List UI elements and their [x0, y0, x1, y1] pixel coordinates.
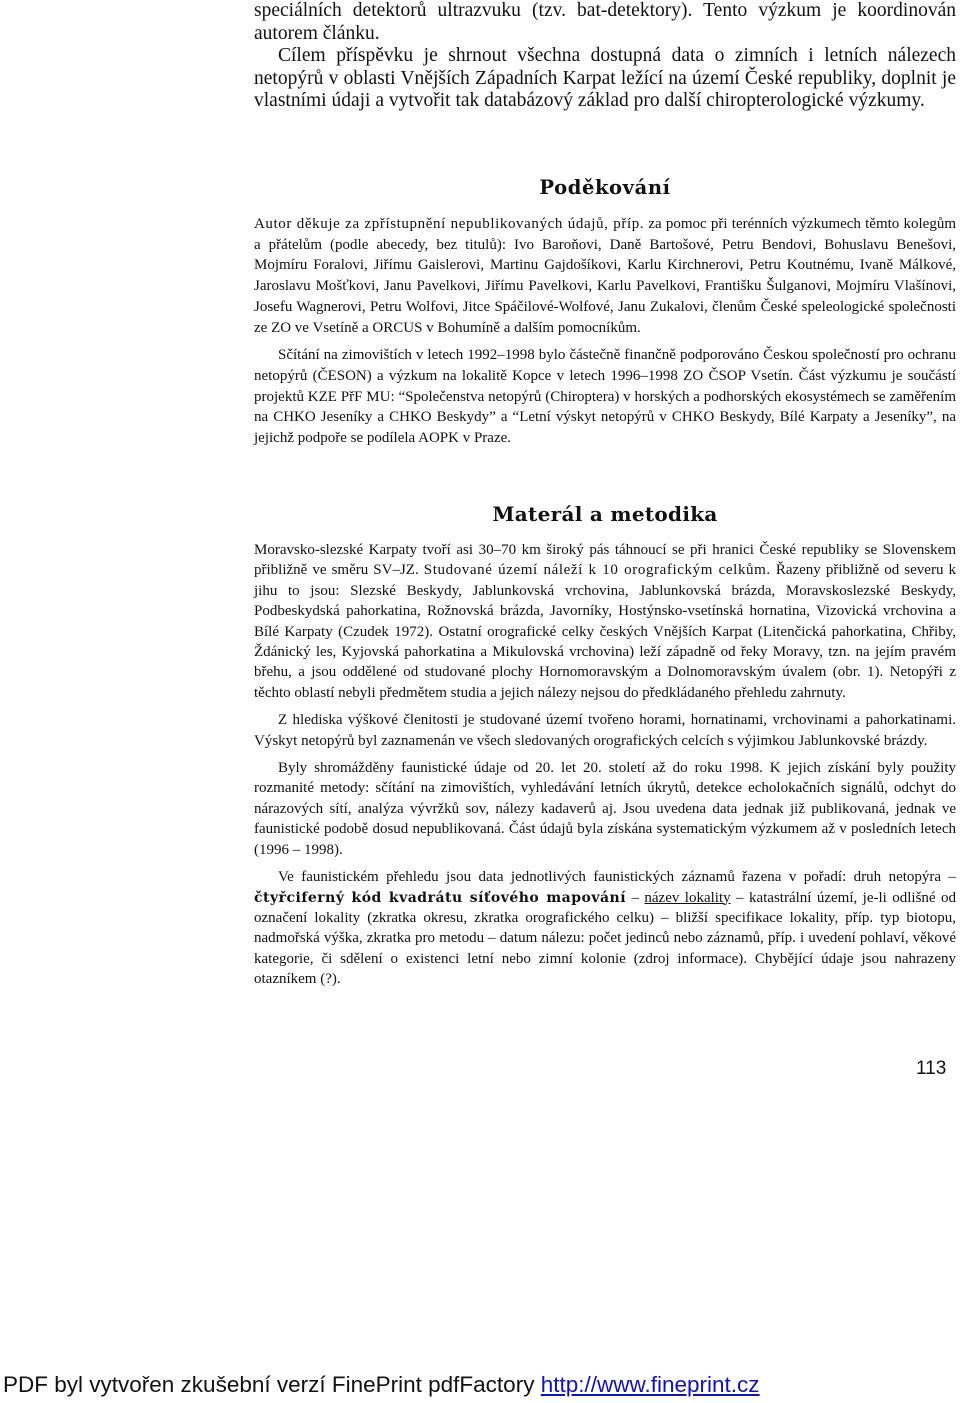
intro-section: [254, 0, 956, 113]
methods-heading: Materál a metodika: [492, 502, 718, 526]
methods-p1-spaced: Studované území náleží k 10 orografickým celkům.: [423, 562, 771, 579]
methods-paragraph-3: Byly shromážděny faunistické údaje od 20. let 20. století až do roku 1998. K jejich získání byly použity rozmanité metody: sčítání na zimovištích, vyhledávání letních úkrytů, detekce echolokačních signálů, odchyt do nárazových sítí, analýza vývržků sov, nálezy kadaverů aj. Jsou uvedena data jednak již publikovaná, jednak ve faunistické podobě dosud nepublikovaná. Část údajů byla získána systematickým výzkumem až v posledních letech (1996 – 1998).: [254, 760, 956, 858]
footer-link[interactable]: http://www.fineprint.cz: [540, 1372, 760, 1397]
methods-paragraph-1: [254, 540, 956, 703]
page-number: 113: [916, 1058, 947, 1079]
pdf-footer: [3, 1372, 760, 1398]
methods-p4-rest: – katastrální území, je-li odlišné od označení lokality (zkratka okresu, zkratka orografického celku) – bližší specifikace lokality, příp. typ biotopu, nadmořská výška, zkratka pro metodu – datum nálezu: počet jedinců nebo záznamů, příp. i uvedení pohlaví, věkové kategorie, či sdělení o existenci letní nebo zimní kolonie (zdroj informace). Chybějící údaje jsou nahrazeny otazníkem (?).: [254, 889, 957, 988]
acknowledgements-heading: Poděkování: [539, 176, 671, 199]
intro-aim-paragraph: Cílem příspěvku je shrnout všechna dostupná data o zimních i letních nálezech netopýrů v oblasti Vnějších Západních Karpat ležící na území České republiky, doplnit je vlastními údaji a vytvořit tak databázový základ pro další chiropterologické výzkumy.: [254, 45, 956, 111]
locality-name-term: název lokality: [644, 889, 731, 906]
ack-names-text: za pomoc při terénních výzkumech těmto kolegům a přátelům (podle abecedy, bez titulů): Ivo Baroňovi, Daně Bartošové, Petru Bendovi, Bohuslavu Benešovi, Mojmíru Foralovi, Jiřímu Gaislerovi, Martinu Gajdošíkovi, Karlu Kirchnerovi, Petru Koutnému, Ivaně Málkové, Jaroslavu Mošťkovi, Janu Pavelkovi, Jiřímu Pavelkovi, Karlu Pavelkovi, Františku Šulganovi, Mojmíru Vlašínovi, Josefu Wagnerovi, Petru Wolfovi, Jitce Spáčilové-Wolfové, Janu Zukalovi, členům České speleologické společnosti ze ZO ve Vsetíně a ORCUS v Bohumíně a dalším pomocníkům.: [254, 216, 956, 336]
ack-lead-text: Autor děkuje za zpřístupnění nepublikovaných údajů, příp.: [254, 216, 645, 232]
methods-section: [254, 540, 956, 990]
methods-p4-lead: Ve faunistickém přehledu jsou data jednotlivých faunistických záznamů řazena v pořadí: druh netopýra –: [278, 869, 956, 886]
methods-p4-dash: –: [631, 889, 639, 906]
acknowledgements-section: [254, 214, 956, 449]
methods-paragraph-4: [254, 867, 956, 989]
methods-p1-lead: Moravsko-slezské Karpaty tvoří asi 30–70 km široký pás táhnoucí se při hranici České republiky se Slovenskem přibližně ve směru SV–JZ.: [254, 542, 956, 579]
intro-continuation: speciálních detektorů ultrazvuku (tzv. bat-detektory). Tento výzkum je koordinován autorem článku.: [254, 0, 956, 44]
acknowledgements-paragraph-1: [254, 214, 956, 338]
quadrat-code-term: čtyřciferný kód kvadrátu síťového mapování: [254, 889, 627, 906]
methods-p1-rest: Řazeny přibližně od severu k jihu to jsou: Slezské Beskydy, Jablunkovská vrchovina, Jablunkovská brázda, Moravskoslezské Beskydy, Podbeskydská pahorkatina, Rožnovská brázda, Javorníky, Hostýnsko-vsetínská hornatina, Vizovická vrchovina a Bílé Karpaty (Czudek 1972). Ostatní orografické celky českých Vnějších Karpat (Litenčická pahorkatina, Chřiby, Ždánický les, Kyjovská pahorkatina a Mikulovská vrchovina) leží západně od řeky Moravy, tzn. na jejím pravém břehu, a jsou oddělené od studované plochy Hornomoravským a Dolnomoravským úvalem (obr. 1). Netopýři z těchto oblastí nebyli předmětem studia a jejich nálezy nejsou do předkládaného přehledu zahrnuty.: [254, 562, 956, 701]
footer-text: PDF byl vytvořen zkušební verzí FinePrint pdfFactory: [3, 1372, 535, 1397]
methods-paragraph-2: Z hlediska výškové členitosti je studované území tvořeno horami, hornatinami, vrchovinami a pahorkatinami. Výskyt netopýrů byl zaznamenán ve všech sledovaných orografických celcích s výjimkou Jablunkovské brázdy.: [254, 712, 956, 749]
acknowledgements-paragraph-2: Sčítání na zimovištích v letech 1992–1998 bylo částečně finančně podporováno Českou společností pro ochranu netopýrů (ČESON) a výzkum na lokalitě Kopce v letech 1996–1998 ZO ČSOP Vsetín. Část výzkumu je součástí projektů KZE PřF MU: “Společenstva netopýrů (Chiroptera) v horských a podhorských ekosystémech se zaměřením na CHKO Jeseníky a CHKO Beskydy” a “Letní výskyt netopýrů v CHKO Beskydy, Bílé Karpaty a Jeseníky”, na jejichž podpoře se podílela AOPK v Praze.: [254, 347, 956, 447]
